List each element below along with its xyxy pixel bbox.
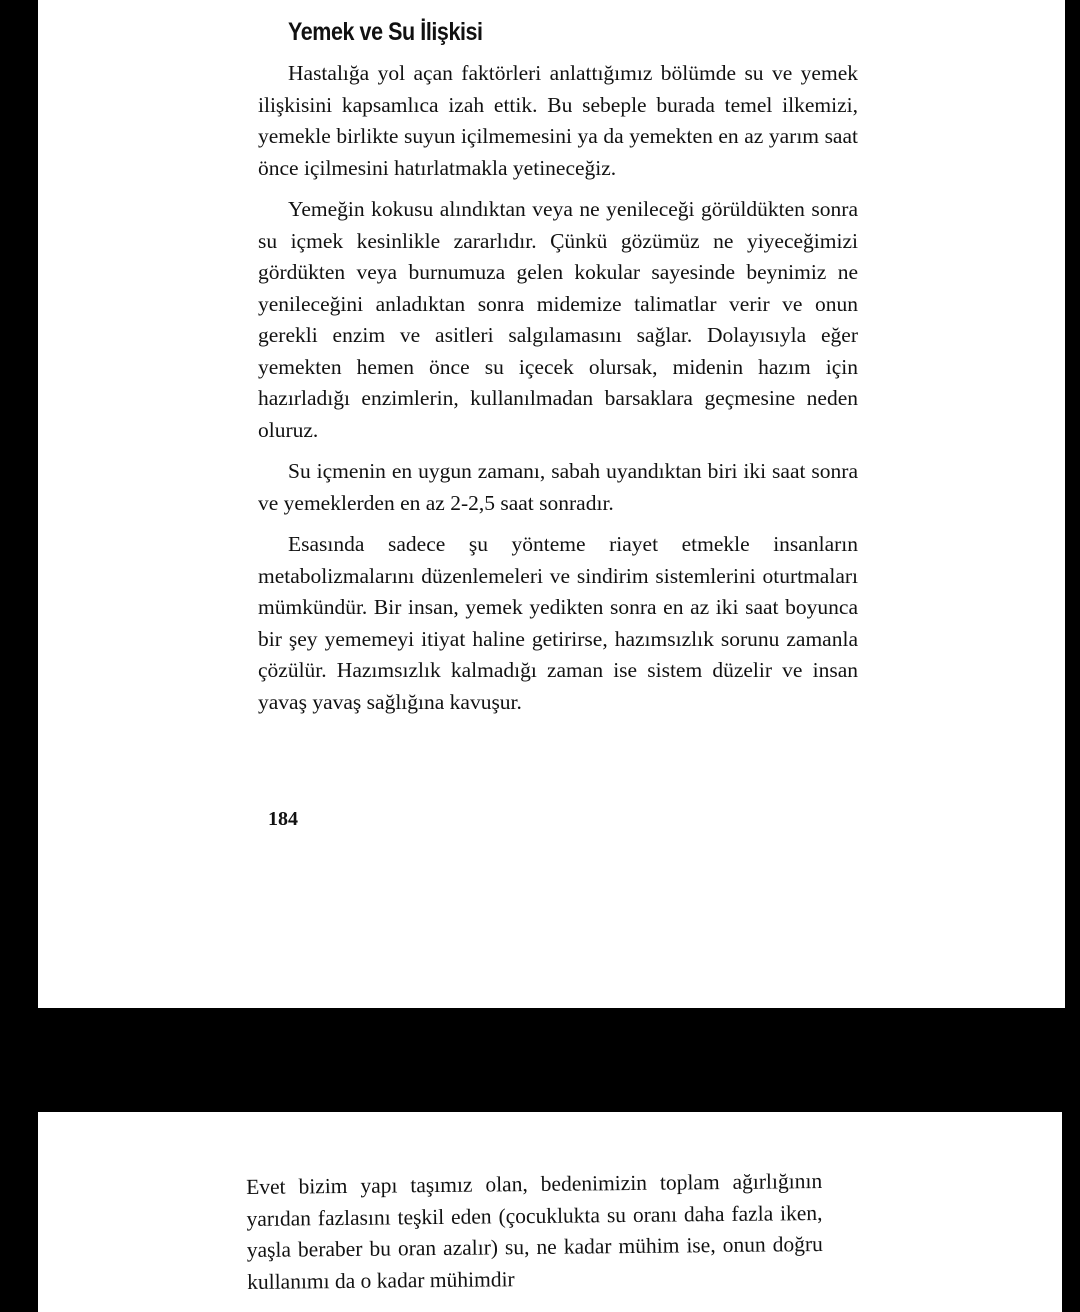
paragraph-2: Yemeğin kokusu alındıktan veya ne yenileceği görüldükten sonra su içmek kesinlikle zararlıdır. Çünkü gözümüz ne yiyeceğimizi gördükten veya burnumuza gelen kokular sayesinde beynimiz ne yenileceğini anladıktan sonra midemize talimatlar verir ve onun gerekli enzim ve asitleri salgılamasını sağlar. Dolayısıyla eğer yemekten hemen önce su içecek olursak, midenin hazım için hazırladığı enzimlerin, kullanılmadan barsaklara geçmesine neden oluruz. — [258, 197, 858, 442]
book-page-top — [38, 0, 1065, 1008]
page-number: 184 — [268, 808, 298, 830]
body-text — [258, 58, 858, 728]
section-heading: Yemek ve Su İlişkisi — [288, 18, 483, 46]
paragraph-1: Hastalığa yol açan faktörleri anlattığımız bölümde su ve yemek ilişkisini kapsamlıca izah ettik. Bu sebeple burada temel ilkemizi, yemekle birlikte suyun içilmemesini ya da yemekten en az yarım saat önce içilmesini hatırlatmakla yetineceğiz. — [258, 61, 858, 180]
paragraph-3: Su içmenin en uygun zamanı, sabah uyandıktan biri iki saat sonra ve yemeklerden en az 2-2,5 saat sonradır. — [258, 459, 858, 515]
book-page-bottom — [38, 1112, 1062, 1312]
paragraph-4: Esasında sadece şu yönteme riayet etmekle insanların metabolizmalarını düzenlemeleri ve sindirim sistemlerini oturtmaları mümkündür. Bir insan, yemek yedikten sonra en az iki saat boyunca bir şey yememeyi itiyat haline getirirse, hazımsızlık sorunu zamanla çözülür. Hazımsızlık kalmadığı zaman ise sistem düzelir ve insan yavaş yavaş sağlığına kavuşur. — [258, 532, 858, 714]
bottom-paragraph: Evet bizim yapı taşımız olan, bedenimizin toplam ağırlığının yarıdan fazlasını teşkil eden (çocuklukta su oranı daha fazla iken, yaşla beraber bu oran azalır) su, ne kadar mühim ise, onun doğru kullanımı da o kadar mühimdir — [246, 1168, 823, 1294]
